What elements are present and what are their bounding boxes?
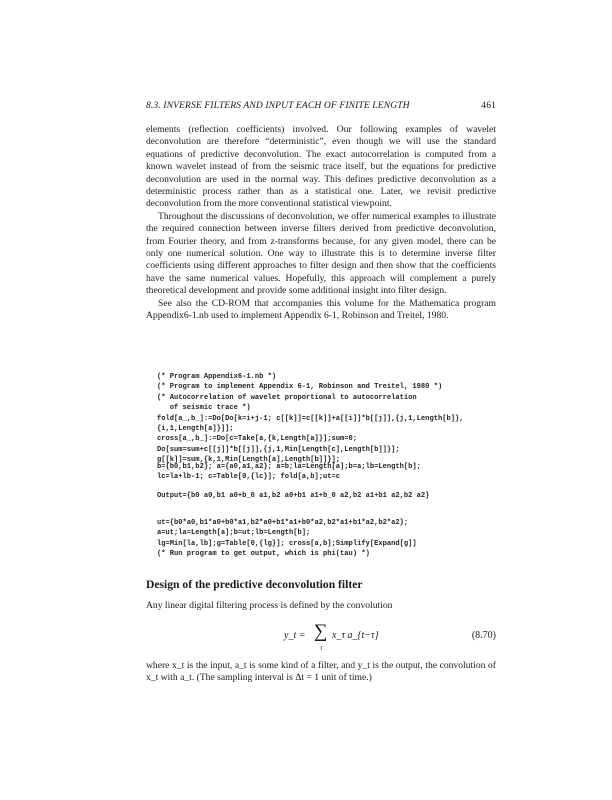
paragraph-3: See also the CD-ROM that accompanies this volume for the Mathematica program Appendix6-1.nb used to implement Appendix 6-1, Robinson and Treitel, 1980. <box>146 297 496 322</box>
page-number: 461 <box>481 100 496 111</box>
code-block-program-header: (* Program Appendix6-1.nb *) (* Program to implement Appendix 6-1, Robinson and Treitel, 1980 *) (* Autocorrelation of wavelet proportional to autocorrelation of seismic trace *) fold[a_,b_]:=Do[Do[k=i+j-1; c[[k]]=c[[k]]+a[[i]]*b[[j]],{j,1,Length[b]}, {i,1,Length[a]}]]; cross[a_,b_]:=Do[c=Take[a,{k,Length[a]}];sum=0; Do[sum=sum+c[[j]]*b[[j]],{j,1,Min[Length[c],Length[b]]}]; g[[k]]=sum,{k,1,Min[Length[a],Length[b]]}]; <box>157 373 464 465</box>
running-title: 8.3. INVERSE FILTERS AND INPUT EACH OF FINITE LENGTH <box>146 100 410 111</box>
closing-paragraph: where x_t is the input, a_t is some kind of a filter, and y_t is the output, the convolution of x_t with a_t. (The sampling interval is Δt = 1 unit of time.) <box>146 660 496 684</box>
code-block-output: Output={b0 a0,b1 a0+b_0 a1,b2 a0+b1 a1+b_0 a2,b2 a1+b1 a2,b2 a2} <box>157 492 430 500</box>
section-title: Design of the predictive deconvolution filter <box>146 578 363 591</box>
code-block-setup: b={b0,b1,b2}; a={a0,a1,a2}; a=b;la=Length[a];b=a;lb=Length[b]; lc=la+lb-1; c=Table[0,{lc}]; fold[a,b];ut=c <box>157 463 421 482</box>
code-block-crosscorrelation: ut={b0*a0,b1*a0+b0*a1,b2*a0+b1*a1+b0*a2,b2*a1+b1*a2,b2*a2}; a=ut;la=Length[a];b=ut;lb=Length[b]; lg=Min[la,lb];g=Table[0,{lg}]; cross[a,b];Simplify[Expand[g]] (* Run program to get output, which is phi(tau) *) <box>157 519 417 559</box>
body-text <box>146 124 496 323</box>
equation-rhs: x_τ a_{t−τ} <box>332 630 379 641</box>
running-header <box>146 100 496 114</box>
equation-8-70 <box>146 616 496 658</box>
equation-number: (8.70) <box>471 630 496 641</box>
equation-lhs: y_t = <box>284 630 306 641</box>
paragraph-1: elements (reflection coefficients) involved. Our following examples of wavelet deconvolution are therefore “deterministic”, even though we will use the standard equations of predictive deconvolution. The exact autocorrelation is computed from a known wavelet instead of from the seismic trace itself, but the equations for predictive deconvolution are used in the normal way. This defines predictive deconvolution as a deterministic process rather than as a statistical one. Later, we revisit predictive deconvolution from the more conventional statistical viewpoint. <box>146 124 496 210</box>
summation-index: τ <box>320 644 323 652</box>
paragraph-2: Throughout the discussions of deconvolution, we offer numerical examples to illustrate the required connection between inverse filters derived from predictive deconvolution, from Fourier theory, and from z-transforms because, for any given model, there can be only one numerical solution. One way to illustrate this is to determine inverse filter coefficients using different approaches to filter design and then show that the coefficients have the same numerical values. Hopefully, this approach will complement a purely theoretical development and provide some additional insight into filter design. <box>146 210 496 297</box>
summation-symbol: ∑ <box>314 621 328 642</box>
section-intro: Any linear digital filtering process is defined by the convolution <box>146 600 393 611</box>
